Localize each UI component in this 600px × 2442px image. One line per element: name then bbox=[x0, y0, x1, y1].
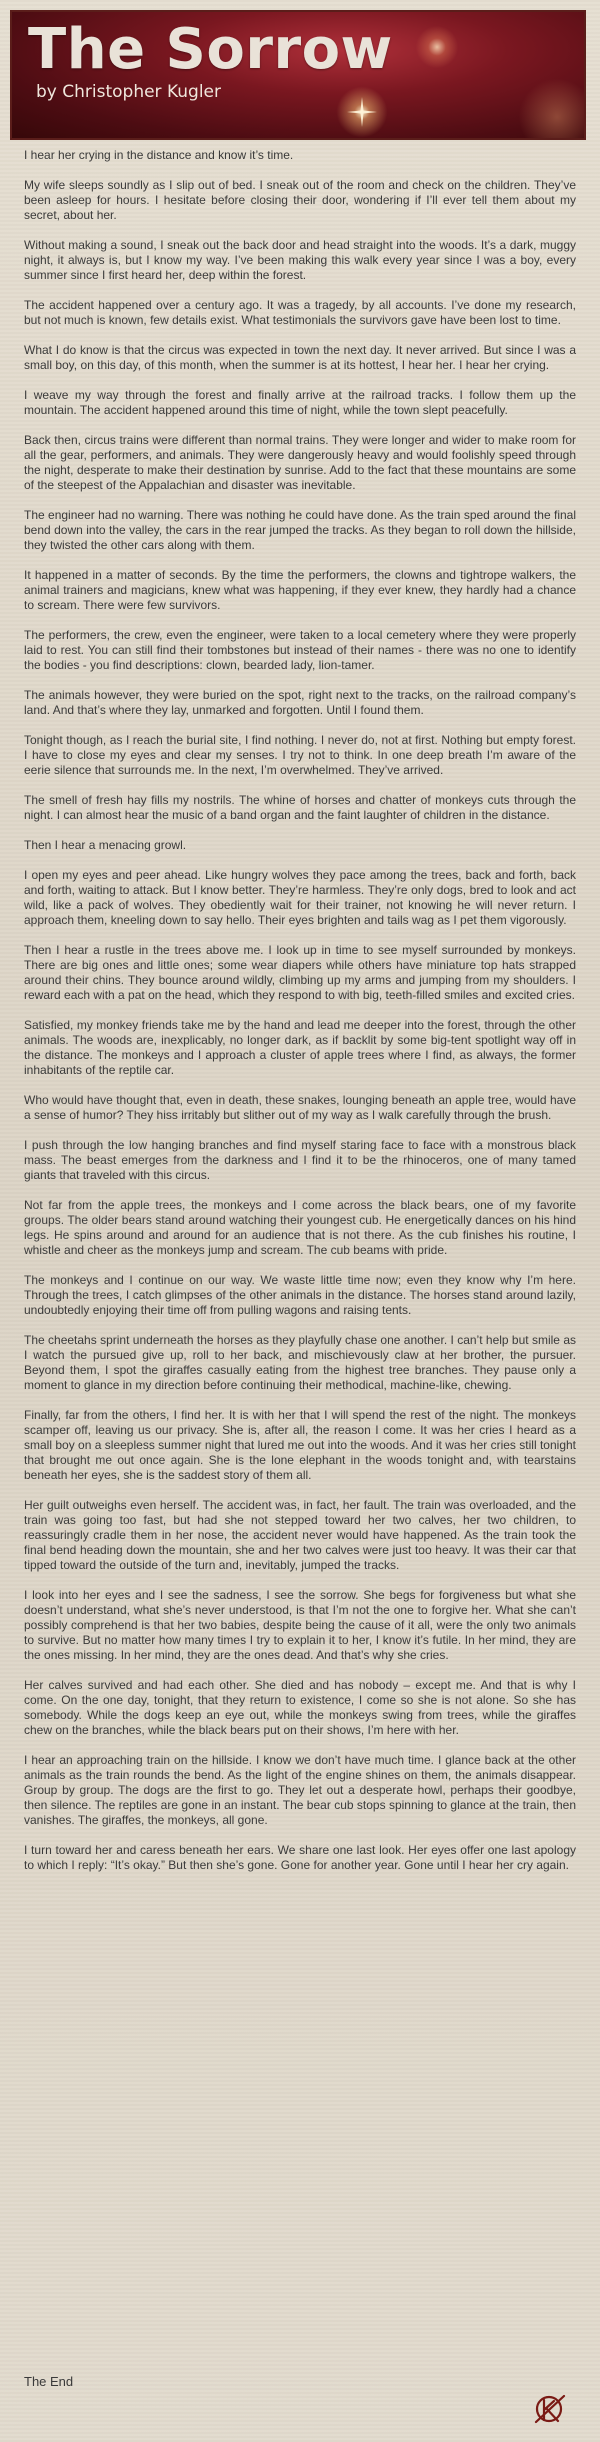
story-paragraph: Her calves survived and had each other. She died and has nobody – except me. And that is why I come. On the one day, tonight, that they return to existence, I come so she is not alone. So she has somebody. While the dogs keep an eye out, while the monkeys swing from trees, while the giraffes chew on the branches, while the black bears put on their shows, I’m here with her. bbox=[24, 1678, 576, 1737]
title-banner bbox=[10, 10, 586, 140]
author-signature-icon bbox=[530, 2388, 570, 2428]
author-byline: by Christopher Kugler bbox=[36, 82, 221, 102]
story-paragraph: I hear her crying in the distance and know it’s time. bbox=[24, 148, 294, 162]
story-paragraph: Her guilt outweighs even herself. The accident was, in fact, her fault. The train was overloaded, and the train was going too fast, but had she not stepped toward her two calves, her two children, to reassuringly cradle them in her nose, the accident never would have happened. As the train took the final bend heading down the mountain, she and her two calves were just too heavy. It was their car that tipped toward the outside of the turn and, inevitably, jumped the tracks. bbox=[24, 1498, 576, 1572]
story-paragraph: Without making a sound, I sneak out the back door and head straight into the woods. It’s a dark, muggy night, it always is, but I know my way. I’ve been making this walk every year since I was a boy, every summer since I first heard her, deep within the forest. bbox=[24, 238, 576, 282]
page-title: The Sorrow bbox=[28, 17, 393, 82]
story-paragraph: I push through the low hanging branches and find myself staring face to face with a monstrous black mass. The beast emerges from the darkness and I find it to be the rhinoceros, one of many tamed giants that traveled with this circus. bbox=[24, 1138, 576, 1182]
story-paragraph: What I do know is that the circus was expected in town the next day. It never arrived. But since I was a small boy, on this day, of this month, when the summer is at its hottest, I hear her. I hear her crying. bbox=[24, 343, 576, 372]
story-paragraph: The engineer had no warning. There was nothing he could have done. As the train sped around the final bend down into the valley, the cars in the rear jumped the tracks. As they began to roll down the hillside, they twisted the other cars along with them. bbox=[24, 508, 576, 552]
story-paragraph: I weave my way through the forest and finally arrive at the railroad tracks. I follow them up the mountain. The accident happened around this time of night, while the town slept peacefully. bbox=[24, 388, 576, 417]
the-end-label: The End bbox=[24, 2374, 74, 2389]
light-flare bbox=[512, 72, 586, 140]
story-paragraph: Who would have thought that, even in death, these snakes, lounging beneath an apple tree, would have a sense of humor? They hiss irritably but slither out of my way as I walk carefully through the brush. bbox=[24, 1093, 576, 1122]
light-flare bbox=[412, 22, 462, 72]
story-paragraph: It happened in a matter of seconds. By the time the performers, the clowns and tightrope walkers, the animal trainers and magicians, knew what was happening, if they ever knew, they hardly had a chance to scream. There were few survivors. bbox=[24, 568, 576, 612]
story-paragraph: Back then, circus trains were different than normal trains. They were longer and wider to make room for all the gear, performers, and animals. They were dangerously heavy and would foolishly speed through the night, desperate to make their destination by sunrise. Add to the fact that these mountains are some of the steepest of the Appalachian and disaster was inevitable. bbox=[24, 433, 576, 492]
story-paragraph: The monkeys and I continue on our way. We waste little time now; even they know why I’m here. Through the trees, I catch glimpses of the other animals in the distance. The horses stand around lazily, undoubtedly enjoying their time off from pulling wagons and raising tents. bbox=[24, 1273, 576, 1317]
story-paragraph: I turn toward her and caress beneath her ears. We share one last look. Her eyes offer one last apology to which I reply: “It’s okay.” But then she’s gone. Gone for another year. Gone until I hear her cry again. bbox=[24, 1843, 576, 1872]
story-paragraph: The cheetahs sprint underneath the horses as they playfully chase one another. I can’t help but smile as I watch the pursued give up, roll to her back, and mischievously claw at her brother, the pursuer. Beyond them, I spot the giraffes casually eating from the highest tree branches. They pause only a moment to glance in my direction before continuing their methodical, machine-like, chewing. bbox=[24, 1333, 576, 1392]
story-paragraph: Tonight though, as I reach the burial site, I find nothing. I never do, not at first. Nothing but empty forest. I have to close my eyes and clear my senses. I try not to think. In one deep breath I’m aware of the eerie silence that surrounds me. In the next, I’m overwhelmed. They’ve arrived. bbox=[24, 733, 576, 777]
story-paragraph: Not far from the apple trees, the monkeys and I come across the black bears, one of my favorite groups. The older bears stand around watching their youngest cub. He energetically dances on his hind legs. He spins around and around for an audience that is not there. As the cub finishes his routine, I whistle and cheer as the monkeys jump and scream. The cub beams with pride. bbox=[24, 1198, 576, 1257]
story-paragraph: Finally, far from the others, I find her. It is with her that I will spend the rest of the night. The monkeys scamper off, leaving us our privacy. She is, after all, the reason I come. It was her cries I heard as a small boy on a sleepless summer night that lured me out into the woods. And it was her cries still tonight that brought me out once again. She is the lone elephant in the woods tonight and, with tearstains beneath her eyes, she is the saddest story of them all. bbox=[24, 1408, 576, 1482]
story-paragraph: Satisfied, my monkey friends take me by the hand and lead me deeper into the forest, through the other animals. The woods are, inexplicably, no longer dark, as if backlit by some big-tent spotlight way off in the distance. The monkeys and I approach a cluster of apple trees where I find, as always, the former inhabitants of the reptile car. bbox=[24, 1018, 576, 1077]
story-paragraph: The smell of fresh hay fills my nostrils. The whine of horses and chatter of monkeys cuts through the night. I can almost hear the music of a band organ and the faint laughter of children in the distance. bbox=[24, 793, 576, 822]
story-paragraph: I look into her eyes and I see the sadness, I see the sorrow. She begs for forgiveness but what she doesn’t understand, what she’s never understood, is that I’m not the one to forgive her. What she can’t possibly comprehend is that her two babies, despite being the cause of it all, were the only two animals to survive. But no matter how many times I try to explain it to her, I know it’s futile. In her mind, they are the ones missing. In her mind, they are the ones dead. And that’s why she cries. bbox=[24, 1588, 576, 1662]
story-paragraph: Then I hear a rustle in the trees above me. I look up in time to see myself surrounded by monkeys. There are big ones and little ones; some wear diapers while others have miniature top hats strapped around their chins. They bounce around wildly, climbing up my arms and jumping from my shoulders. I reward each with a pat on the head, which they respond to with big, teeth-filled smiles and excited cries. bbox=[24, 943, 576, 1002]
story-paragraph: The performers, the crew, even the engineer, were taken to a local cemetery where they were properly laid to rest. You can still find their tombstones but instead of their names - there was no one to identify the bodies - you find descriptions: clown, bearded lady, lion-tamer. bbox=[24, 628, 576, 672]
story-body bbox=[24, 148, 576, 1888]
story-paragraph: My wife sleeps soundly as I slip out of bed. I sneak out of the room and check on the children. They’ve been asleep for hours. I hesitate before closing their door, wondering if I’ll ever tell them about my secret, about her. bbox=[24, 178, 576, 222]
story-paragraph: I hear an approaching train on the hillside. I know we don’t have much time. I glance back at the other animals as the train rounds the bend. As the light of the engine shines on them, the animals disappear. Group by group. The dogs are the first to go. They let out a desperate howl, perhaps their goodbye, then silence. The reptiles are gone in an instant. The bear cub stops spinning to glance at the train, then vanishes. The giraffes, the monkeys, all gone. bbox=[24, 1753, 576, 1827]
story-paragraph: I open my eyes and peer ahead. Like hungry wolves they pace among the trees, back and forth, back and forth, waiting to attack. But I know better. They’re harmless. They’re only dogs, bred to look and act wild, like a pack of wolves. They obediently wait for their trainer, not knowing he will never return. I approach them, kneeling down to say hello. Their eyes brighten and tails wag as I pet them vigorously. bbox=[24, 868, 576, 927]
story-paragraph: The animals however, they were buried on the spot, right next to the tracks, on the railroad company’s land. And that’s where they lay, unmarked and forgotten. Until I found them. bbox=[24, 688, 576, 717]
sparkle-icon bbox=[347, 97, 377, 127]
story-paragraph: The accident happened over a century ago. It was a tragedy, by all accounts. I’ve done my research, but not much is known, few details exist. What testimonials the survivors gave have been lost to time. bbox=[24, 298, 576, 327]
story-paragraph: Then I hear a menacing growl. bbox=[24, 838, 187, 852]
